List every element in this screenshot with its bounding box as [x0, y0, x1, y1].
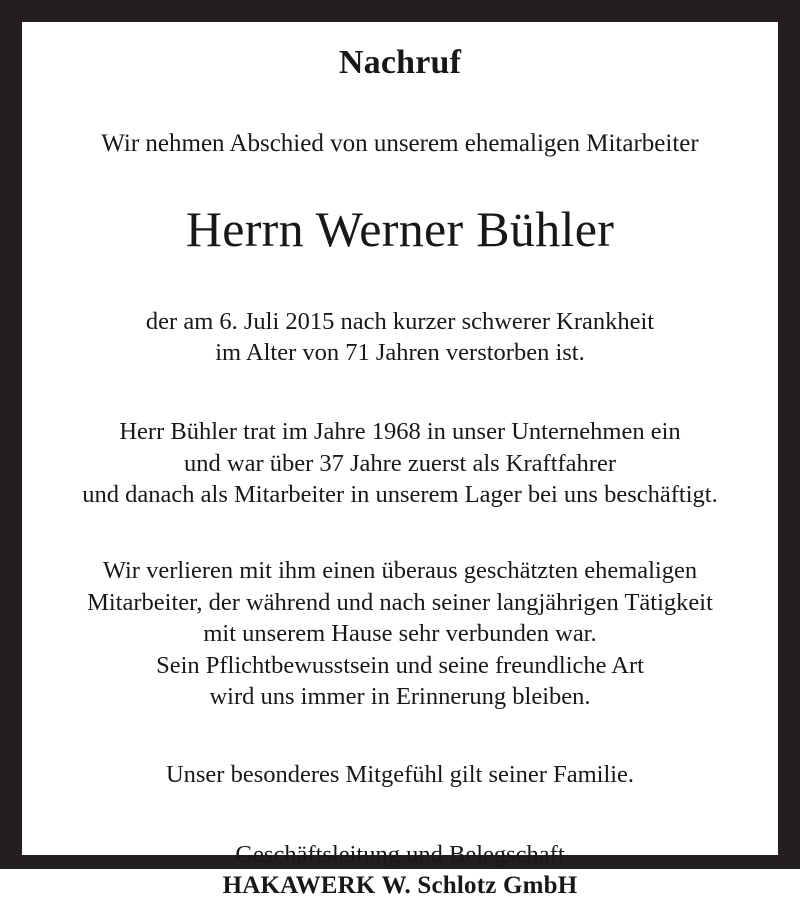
tribute-line-3: mit unserem Hause sehr verbunden war. — [203, 620, 597, 648]
lead-line: Wir nehmen Abschied von unserem ehemaligen Mitarbeiter — [101, 130, 699, 158]
career-details — [34, 368, 766, 510]
career-details-line-3: und danach als Mitarbeiter in unserem Lager bei uns beschäftigt. — [82, 481, 718, 509]
tribute-line-5: wird uns immer in Erinnerung bleiben. — [209, 682, 591, 710]
death-details — [34, 257, 766, 369]
tribute-line-1: Wir verlieren mit ihm einen überaus geschätzten ehemaligen — [102, 557, 698, 585]
signature-role: Geschäftsleitung und Belegschaft — [235, 840, 565, 868]
signature-block — [34, 791, 766, 902]
tribute-text — [34, 510, 766, 712]
career-details-line-1: Herr Bühler trat im Jahre 1968 in unser Unternehmen ein — [119, 418, 681, 446]
tribute-line-2: Mitarbeiter, der während und nach seiner langjährigen Tätigkeit — [87, 588, 713, 616]
tribute-line-4: Sein Pflichtbewusstsein und seine freundliche Art — [156, 651, 644, 679]
death-details-line-1: der am 6. Juli 2015 nach kurzer schwerer Krankheit — [145, 307, 655, 335]
sympathy-line: Unser besonderes Mitgefühl gilt seiner Familie. — [165, 761, 635, 789]
signature-company: HAKAWERK W. Schlotz GmbH — [222, 871, 578, 899]
death-details-line-2: im Alter von 71 Jahren verstorben ist. — [215, 339, 585, 366]
page-title: Nachruf — [338, 44, 462, 81]
deceased-name: Herrn Werner Bühler — [185, 200, 615, 257]
career-details-line-2: und war über 37 Jahre zuerst als Kraftfahrer — [184, 449, 616, 477]
obituary-notice — [22, 22, 778, 899]
